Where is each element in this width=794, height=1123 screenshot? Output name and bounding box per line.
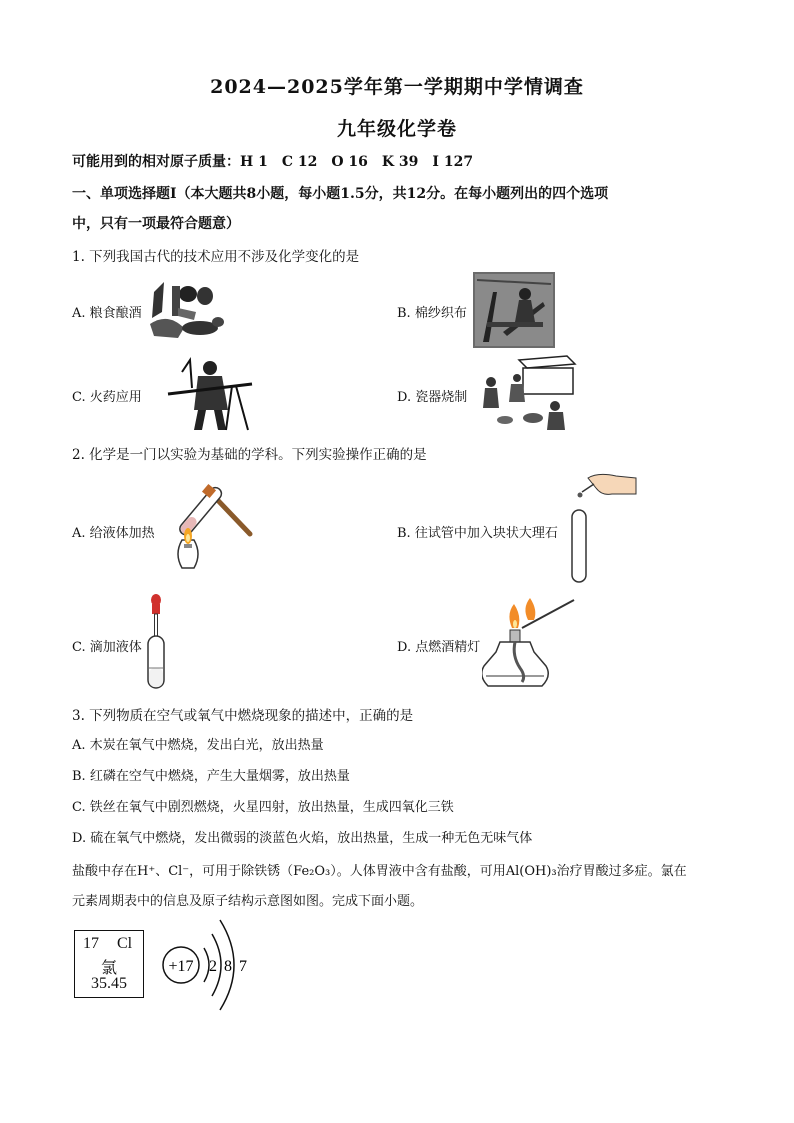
q2-stem: 2. 化学是一门以实验为基础的学科。下列实验操作正确的是 bbox=[72, 447, 427, 463]
q2-option-a: A. 给液体加热 bbox=[72, 526, 155, 541]
lighting-alcohol-lamp-diagram bbox=[482, 596, 594, 692]
exam-title: 2024—2025学年第一学期期中学情调查 bbox=[210, 76, 584, 98]
grain-brewing-illustration bbox=[148, 272, 228, 344]
q3-option-a: A. 木炭在氧气中燃烧，发出白光，放出热量 bbox=[72, 738, 324, 753]
chlorine-element-card bbox=[74, 930, 144, 998]
q2-option-c: C. 滴加液体 bbox=[72, 640, 142, 655]
shell-3-electrons: 7 bbox=[239, 958, 247, 975]
q1-option-b: B. 棉纱织布 bbox=[397, 306, 467, 321]
q3-option-b: B. 红磷在空气中燃烧，产生大量烟雾，放出热量 bbox=[72, 769, 350, 784]
passage-line2: 元素周期表中的信息及原子结构示意图如图。完成下面小题。 bbox=[72, 894, 424, 909]
shell-1-electrons: 2 bbox=[209, 958, 217, 975]
passage-line1: 盐酸中存在H⁺、Cl⁻，可用于除铁锈（Fe₂O₃）。人体胃液中含有盐酸，可用Al(OH)₃治疗胃酸过多症。氯在 bbox=[72, 864, 687, 879]
adding-marble-diagram bbox=[568, 468, 640, 586]
element-symbol: Cl bbox=[117, 935, 133, 952]
shell-2-electrons: 8 bbox=[224, 958, 232, 975]
q2-option-d: D. 点燃酒精灯 bbox=[397, 640, 481, 655]
q3-stem: 3. 下列物质在空气或氧气中燃烧现象的描述中，正确的是 bbox=[72, 708, 414, 724]
cotton-weaving-illustration bbox=[473, 272, 555, 348]
q1-stem: 1. 下列我国古代的技术应用不涉及化学变化的是 bbox=[72, 249, 360, 265]
section-heading-line2: 中，只有一项最符合题意） bbox=[72, 216, 240, 232]
exam-subtitle: 九年级化学卷 bbox=[336, 118, 457, 140]
gunpowder-illustration bbox=[148, 354, 254, 432]
atomic-mass: 35.45 bbox=[91, 975, 127, 992]
q2-option-b: B. 往试管中加入块状大理石 bbox=[397, 526, 558, 541]
q3-option-d: D. 硫在氧气中燃烧，发出微弱的淡蓝色火焰，放出热量，生成一种无色无味气体 bbox=[72, 831, 533, 846]
q1-option-c: C. 火药应用 bbox=[72, 390, 142, 405]
nucleus-charge: +17 bbox=[168, 958, 194, 975]
heating-liquid-diagram bbox=[160, 482, 256, 572]
q1-option-d: D. 瓷器烧制 bbox=[397, 390, 468, 405]
chlorine-atom-structure-diagram bbox=[158, 914, 258, 1014]
porcelain-firing-illustration bbox=[475, 354, 579, 432]
dropping-liquid-diagram bbox=[140, 592, 174, 692]
atomic-masses-note: 可能用到的相对原子质量：H 1 C 12 O 16 K 39 I 127 bbox=[72, 154, 474, 170]
atomic-number: 17 bbox=[83, 935, 99, 952]
q1-option-a: A. 粮食酿酒 bbox=[72, 306, 142, 321]
element-name: 氯 bbox=[100, 958, 117, 977]
section-heading-line1: 一、单项选择题Ⅰ（本大题共8小题，每小题1.5分，共12分。在每小题列出的四个选项 bbox=[72, 186, 609, 202]
q3-option-c: C. 铁丝在氧气中剧烈燃烧，火星四射，放出热量，生成四氧化三铁 bbox=[72, 800, 454, 815]
